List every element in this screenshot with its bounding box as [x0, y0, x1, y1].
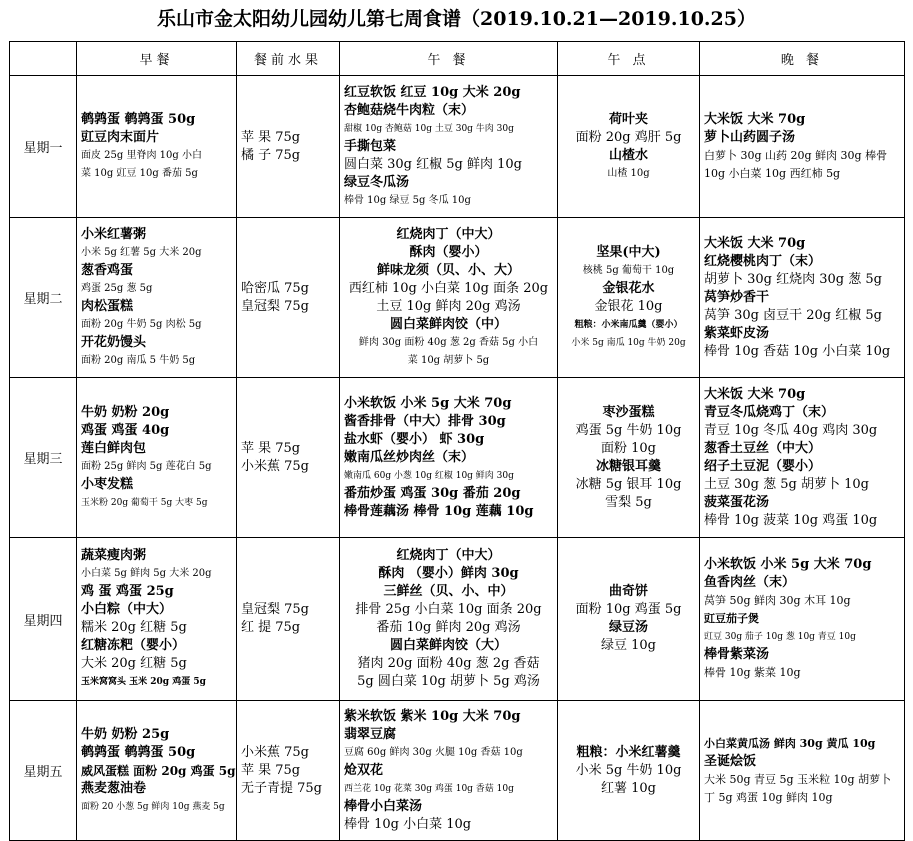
menu-line: 大米 50g 青豆 5g 玉米粒 10g 胡萝卜: [704, 772, 892, 786]
menu-line: 杏鲍菇烧牛肉粒（末）: [344, 102, 475, 118]
menu-line: 冰糖银耳羹: [595, 458, 661, 474]
menu-line: 豇豆 30g 茄子 10g 葱 10g 青豆 10g: [704, 632, 856, 642]
menu-line: 皇冠梨 75g: [241, 298, 309, 314]
menu-line: 面粉 20 小葱 5g 鲜肉 10g 燕麦 5g: [81, 801, 225, 812]
lunch-cell: [340, 76, 558, 218]
menu-line: 土豆 10g 鲜肉 20g 鸡汤: [376, 298, 521, 314]
day-cell: 星期一: [10, 76, 77, 218]
snack-cell: [558, 76, 700, 218]
dinner-cell: [700, 538, 905, 701]
menu-line: 青豆冬瓜烧鸡丁（末）: [704, 404, 835, 420]
menu-line: 红烧肉丁（中大）: [396, 548, 501, 563]
menu-line: 小白菜黄瓜汤 鲜肉 30g 黄瓜 10g: [704, 736, 876, 750]
menu-line: 鲜肉 30g 面粉 40g 葱 2g 香菇 5g 小白: [358, 336, 539, 348]
menu-line: 红烧樱桃肉丁（末）: [704, 253, 822, 269]
day-cell: 星期三: [10, 378, 77, 538]
header-snack: 午 点: [558, 42, 700, 76]
menu-line: 圆白菜鲜肉饺（大）: [389, 638, 507, 653]
menu-line: 鸡蛋 鸡蛋 40g: [81, 422, 170, 438]
menu-line: 玉米窝窝头 玉米 20g 鸡蛋 5g: [81, 677, 206, 687]
breakfast-cell: [77, 76, 237, 218]
fruit-cell: [237, 76, 340, 218]
page-title: 乐山市金太阳幼儿园幼儿第七周食谱（2019.10.21—2019.10.25）: [157, 8, 756, 30]
menu-line: 小白菜 5g 鲜肉 5g 大米 20g: [81, 568, 212, 579]
menu-line: 甜椒 10g 杏鲍菇 10g 土豆 30g 牛肉 30g: [344, 123, 514, 134]
menu-line: 5g 圆白菜 10g 胡萝卜 5g 鸡汤: [357, 674, 540, 689]
menu-line: 鸡 蛋 鸡蛋 25g: [81, 584, 174, 599]
menu-line: 鸡蛋 25g 葱 5g: [81, 282, 153, 294]
menu-line: 面粉 20g 牛奶 5g 肉松 5g: [81, 318, 202, 330]
menu-line: 山楂水: [608, 147, 648, 163]
menu-line: 冰糖 5g 银耳 10g: [575, 476, 682, 492]
menu-line: 燕麦葱油卷: [81, 780, 147, 796]
menu-line: 萝卜山药圆子汤: [704, 129, 796, 145]
menu-line: 豇豆茄子煲: [704, 612, 759, 625]
menu-line: 开花奶馒头: [81, 334, 147, 350]
menu-line: 圆白菜 30g 红椒 5g 鲜肉 10g: [344, 156, 522, 172]
menu-line: 面粉 20g 南瓜 5 牛奶 5g: [81, 354, 196, 366]
menu-line: 莴笋炒香干: [704, 289, 770, 305]
menu-line: 橘 子 75g: [241, 147, 301, 163]
menu-line: 小米蕉 75g: [241, 744, 309, 760]
menu-line: 小米软饭 小米 5g 大米 70g: [344, 395, 512, 411]
menu-line: 葱香鸡蛋: [81, 262, 134, 278]
menu-line: 番茄炒蛋 鸡蛋 30g 番茄 20g: [344, 485, 521, 501]
menu-line: 坚果(中大): [596, 244, 661, 260]
menu-line: 威风蛋糕 面粉 20g 鸡蛋 5g: [81, 763, 236, 778]
menu-line: 菜 10g 胡萝卜 5g: [407, 354, 490, 366]
menu-line: 酱香排骨（中大）排骨 30g: [344, 413, 506, 429]
menu-line: 面皮 25g 里脊肉 10g 小白: [81, 149, 202, 161]
dinner-cell: [700, 218, 905, 378]
menu-line: 绍子土豆泥（婴小）: [704, 458, 822, 474]
menu-line: 莴笋 50g 鲜肉 30g 木耳 10g: [704, 594, 851, 607]
fruit-cell: [237, 378, 340, 538]
breakfast-cell: [77, 701, 237, 841]
menu-line: 大米饭 大米 70g: [704, 386, 806, 402]
menu-table: [9, 41, 905, 841]
menu-line: 番茄 10g 鲜肉 20g 鸡汤: [376, 620, 521, 635]
menu-line: 金银花水: [602, 280, 655, 296]
menu-line: 牛奶 奶粉 20g: [81, 404, 170, 420]
menu-line: 三鲜丝（贝、小、中）: [383, 584, 514, 599]
menu-line: 鹌鹑蛋 鹌鹑蛋 50g: [81, 744, 196, 760]
menu-line: 丁 5g 鸡蛋 10g 鲜肉 10g: [704, 790, 833, 804]
menu-line: 金银花 10g: [594, 298, 663, 314]
menu-line: 山楂 10g: [607, 167, 650, 179]
menu-line: 棒骨 10g 菠菜 10g 鸡蛋 10g: [704, 512, 878, 528]
menu-line: 皇冠梨 75g: [241, 602, 309, 617]
snack-cell: [558, 218, 700, 378]
menu-line: 棒骨 10g 小白菜 10g: [344, 816, 472, 832]
menu-line: 蔬菜瘦肉粥: [81, 548, 147, 563]
menu-line: 肉松蛋糕: [81, 298, 134, 314]
menu-line: 红豆软饭 红豆 10g 大米 20g: [344, 84, 521, 100]
menu-line: 小米 5g 牛奶 10g: [575, 762, 682, 778]
menu-line: 豇豆肉末面片: [81, 129, 160, 145]
menu-line: 白萝卜 30g 山药 20g 鲜肉 30g 棒骨: [704, 148, 888, 162]
menu-line: 炝双花: [344, 762, 384, 778]
table-row: [10, 76, 905, 218]
menu-line: 菜 10g 豇豆 10g 番茄 5g: [81, 167, 198, 179]
header-lunch: 午 餐: [340, 42, 558, 76]
menu-line: 绿豆 10g: [601, 638, 656, 653]
menu-line: 玉米粉 20g 葡萄干 5g 大枣 5g: [81, 497, 208, 508]
menu-line: 粗粮：小米南瓜羹（婴小）: [574, 319, 683, 330]
fruit-cell: [237, 218, 340, 378]
menu-line: 10g 小白菜 10g 西红柿 5g: [704, 166, 841, 180]
dinner-cell: [700, 76, 905, 218]
menu-line: 面粉 25g 鲜肉 5g 莲花白 5g: [81, 460, 212, 472]
menu-line: 紫菜虾皮汤: [704, 325, 770, 341]
lunch-cell: [340, 218, 558, 378]
menu-line: 大米饭 大米 70g: [704, 111, 806, 127]
menu-line: 红糖冻粑（婴小）: [81, 638, 186, 653]
fruit-cell: [237, 701, 340, 841]
menu-line: 鲜味龙须（贝、小、大）: [376, 262, 520, 278]
menu-line: 小米 5g 红薯 5g 大米 20g: [81, 246, 202, 258]
fruit-cell: [237, 538, 340, 701]
breakfast-cell: [77, 378, 237, 538]
menu-line: 排骨 25g 小白菜 10g 面条 20g: [355, 602, 542, 617]
menu-line: 胡萝卜 30g 红烧肉 30g 葱 5g: [704, 271, 882, 287]
lunch-cell: [340, 378, 558, 538]
menu-line: 小米蕉 75g: [241, 458, 309, 474]
menu-line: 糯米 20g 红糖 5g: [81, 620, 187, 635]
menu-line: 盐水虾（婴小） 虾 30g: [344, 431, 485, 447]
menu-line: 酥肉（婴小）: [409, 244, 488, 260]
menu-line: 红烧肉丁（中大）: [396, 226, 501, 242]
menu-line: 猪肉 20g 面粉 40g 葱 2g 香菇: [357, 656, 540, 671]
menu-line: 棒骨 10g 香菇 10g 小白菜 10g: [704, 343, 891, 359]
snack-cell: [558, 701, 700, 841]
menu-line: 圆白菜鲜肉饺（中）: [389, 316, 507, 332]
day-cell: 星期五: [10, 701, 77, 841]
menu-line: 嫩南瓜丝炒肉丝（末）: [344, 449, 475, 465]
header-fruit: 餐前水果: [237, 42, 340, 76]
menu-line: 菠菜蛋花汤: [704, 494, 770, 510]
menu-line: 小枣发糕: [81, 476, 134, 492]
menu-line: 苹 果 75g: [241, 440, 301, 456]
menu-line: 紫米软饭 紫米 10g 大米 70g: [344, 708, 521, 724]
header-breakfast: 早餐: [77, 42, 237, 76]
header-dinner: 晚 餐: [700, 42, 905, 76]
menu-line: 手撕包菜: [344, 138, 397, 154]
menu-line: 土豆 30g 葱 5g 胡萝卜 10g: [704, 476, 869, 492]
menu-line: 棒骨莲藕汤 棒骨 10g 莲藕 10g: [344, 503, 534, 519]
header-day: [10, 42, 77, 76]
menu-line: 大米饭 大米 70g: [704, 235, 806, 251]
table-row: [10, 538, 905, 701]
menu-line: 枣沙蛋糕: [602, 404, 655, 420]
menu-line: 棒骨紫菜汤: [704, 647, 770, 662]
menu-line: 莴笋 30g 卤豆干 20g 红椒 5g: [704, 307, 882, 323]
menu-line: 面粉 20g 鸡肝 5g: [575, 129, 682, 145]
day-cell: 星期二: [10, 218, 77, 378]
menu-line: 红 提 75g: [241, 620, 301, 635]
menu-line: 棒骨 10g 绿豆 5g 冬瓜 10g: [344, 194, 471, 206]
table-row: [10, 378, 905, 538]
menu-line: 面粉 10g 鸡蛋 5g: [575, 602, 682, 617]
menu-line: 小米软饭 小米 5g 大米 70g: [704, 557, 872, 572]
menu-line: 小白粽（中大）: [81, 602, 173, 617]
menu-line: 翡翠豆腐: [344, 726, 397, 742]
menu-line: 鸡蛋 5g 牛奶 10g: [575, 422, 682, 438]
menu-line: 荷叶夹: [608, 111, 648, 127]
menu-line: 苹 果 75g: [241, 762, 301, 778]
menu-line: 雪梨 5g: [605, 494, 652, 510]
menu-line: 葱香土豆丝（中大）: [704, 440, 822, 456]
menu-line: 曲奇饼: [608, 584, 648, 599]
menu-line: 莲白鲜肉包: [81, 440, 147, 456]
lunch-cell: [340, 701, 558, 841]
menu-line: 大米 20g 红糖 5g: [81, 656, 187, 671]
menu-line: 无子青提 75g: [241, 780, 322, 796]
menu-line: 鱼香肉丝（末）: [704, 575, 796, 590]
menu-line: 牛奶 奶粉 25g: [81, 726, 170, 742]
table-row: [10, 701, 905, 841]
dinner-cell: [700, 701, 905, 841]
menu-line: 棒骨 10g 紫菜 10g: [704, 666, 801, 679]
menu-line: 面粉 10g: [601, 440, 656, 456]
table-row: [10, 218, 905, 378]
menu-line: 棒骨小白菜汤: [344, 798, 423, 814]
menu-line: 圣诞烩饭: [704, 753, 757, 769]
menu-line: 哈密瓜 75g: [241, 280, 309, 296]
menu-line: 红薯 10g: [601, 780, 656, 796]
menu-line: 嫩南瓜 60g 小葱 10g 红椒 10g 鲜肉 30g: [344, 470, 514, 481]
day-cell: 星期四: [10, 538, 77, 701]
menu-line: 西兰花 10g 花菜 30g 鸡蛋 10g 香菇 10g: [344, 783, 514, 794]
menu-line: 苹 果 75g: [241, 129, 301, 145]
menu-line: 绿豆汤: [608, 620, 648, 635]
header-row: [10, 42, 905, 76]
menu-line: 豆腐 60g 鲜肉 30g 火腿 10g 香菇 10g: [344, 746, 523, 758]
breakfast-cell: [77, 538, 237, 701]
menu-line: 青豆 10g 冬瓜 40g 鸡肉 30g: [704, 422, 878, 438]
menu-line: 鹌鹑蛋 鹌鹑蛋 50g: [81, 111, 196, 127]
lunch-cell: [340, 538, 558, 701]
snack-cell: [558, 538, 700, 701]
breakfast-cell: [77, 218, 237, 378]
menu-line: 小米 5g 南瓜 10g 牛奶 20g: [571, 337, 686, 348]
menu-line: 西红柿 10g 小白菜 10g 面条 20g: [348, 280, 549, 296]
menu-line: 酥肉 （婴小）鲜肉 30g: [378, 566, 519, 581]
menu-line: 小米红薯粥: [81, 226, 147, 242]
snack-cell: [558, 378, 700, 538]
menu-line: 粗粮：小米红薯羹: [576, 744, 681, 760]
menu-line: 绿豆冬瓜汤: [344, 174, 410, 190]
dinner-cell: [700, 378, 905, 538]
menu-line: 核桃 5g 葡萄干 10g: [582, 264, 675, 276]
